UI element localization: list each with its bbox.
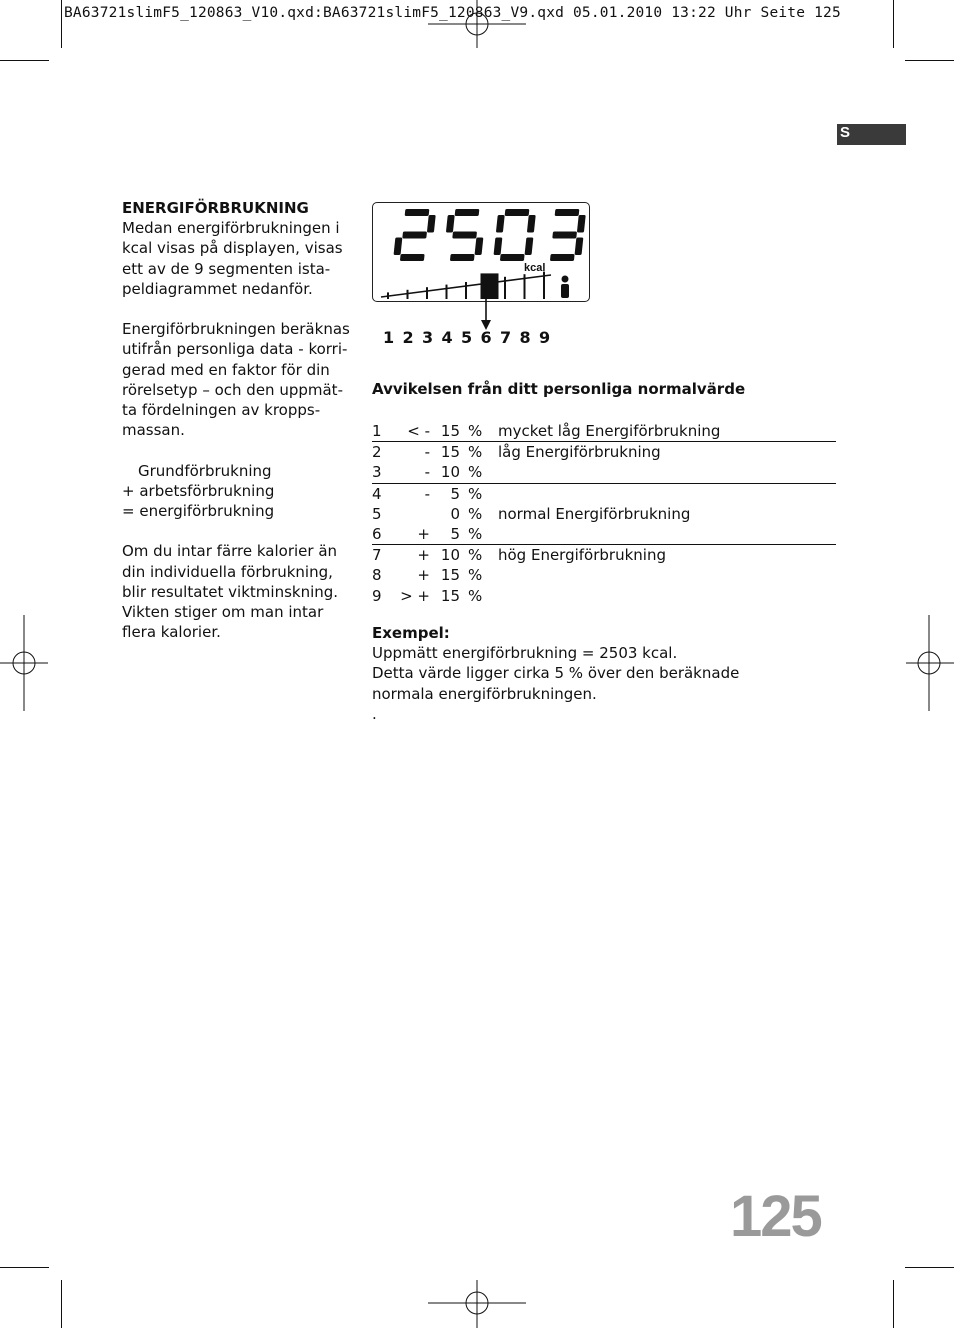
scale-label: 2 [402,328,414,347]
deviation-sign-cell: - [424,484,430,503]
deviation-num-cell: 15 [434,421,468,442]
calc-line: massan. [122,421,185,440]
example-line: . [372,704,377,723]
formula-line: Grundförbrukning [138,461,272,480]
deviation-sign-cell: - [398,462,434,483]
segment-bar [524,274,526,299]
deviation-row [372,462,836,483]
deviation-num-cell: 15 [440,443,460,462]
deviation-pct-cell: % [468,443,483,462]
deviation-desc-cell: låg Energiförbrukning [498,443,661,462]
scale-label: 6 [480,328,492,347]
deviation-seg-cell: 1 [372,421,398,442]
example-block [372,623,836,724]
scale-label: 3 [422,328,434,347]
deviation-pct-cell: % [468,586,483,605]
deviation-seg-cell: 8 [372,566,382,585]
deviation-row [372,421,836,442]
deviation-sign-cell: + [398,524,434,545]
calc-line: Energiförbrukningen beräknas [122,320,350,339]
deviation-row [372,504,836,524]
segment-scale-labels [383,328,559,347]
deviation-desc-cell: hög Energiförbrukning [498,546,666,565]
left-column [122,198,352,663]
deviation-pct-cell: % [468,484,483,503]
deviation-seg-cell: 5 [372,504,382,523]
deviation-desc-cell [498,565,836,585]
deviation-num-cell: 0 [450,504,460,523]
segment-bar [504,277,506,299]
deviation-desc-cell [498,462,836,483]
deviation-seg-cell: 4 [372,484,382,503]
deviation-seg-cell: 7 [372,546,382,565]
calc-line: gerad med en faktor för din [122,360,330,379]
intro-line: peldiagrammet nedanför. [122,279,313,298]
deviation-title: Avvikelsen från ditt personliga normalvärde [372,380,746,398]
segment-bar [543,272,545,299]
example-line: Detta värde ligger cirka 5 % över den beräknade [372,664,740,683]
page-number: 125 [730,1184,821,1249]
calorie-line: Om du intar färre kalorier än [122,542,338,561]
calc-line: utifrån personliga data - korri- [122,340,348,359]
deviation-pct-cell: % [468,504,483,523]
scale-label: 9 [539,328,551,347]
section-heading: ENERGIFÖRBRUKNING [122,199,309,217]
deviation-num-cell: 15 [440,586,460,605]
example-line: normala energiförbrukningen. [372,684,597,703]
deviation-sign-cell: > + [400,586,430,605]
deviation-sign-cell: - [424,443,430,462]
calorie-paragraph [122,541,352,642]
person-icon [561,276,569,299]
example-line: Uppmätt energiförbrukning = 2503 kcal. [372,644,678,663]
deviation-row [372,483,836,504]
calorie-line: din individuella förbrukning, [122,562,333,581]
intro-line: Medan energiförbrukningen i [122,219,340,238]
deviation-desc-cell: mycket låg Energiförbrukning [498,421,836,442]
segment-bar [407,290,409,299]
deviation-sign-cell: < - [398,421,434,442]
formula-line: = energiförbrukning [122,502,275,521]
scale-label: 8 [519,328,531,347]
lcd-digit [493,209,536,261]
deviation-pct-cell: % [468,566,483,585]
deviation-pct-cell: % [468,421,498,442]
deviation-num-cell: 5 [434,524,468,545]
calc-line: ta fördelningen av kropps- [122,401,321,420]
deviation-num-cell: 15 [440,566,460,585]
calculation-paragraph [122,319,352,440]
deviation-num-cell: 5 [450,484,460,503]
segment-bar [426,287,428,299]
lcd-digit [393,209,436,261]
deviation-row [372,442,836,463]
deviation-row [372,545,836,566]
kcal-unit: kcal [524,262,546,274]
calc-line: rörelsetyp – och den uppmät- [122,380,343,399]
language-tab: S [837,124,906,145]
print-slug: BA63721slimF5_120863_V10.qxd:BA63721slimF5_120863_V9.qxd 05.01.2010 13:22 Uhr Seite 125 [64,5,841,21]
deviation-sign-cell: + [417,546,430,565]
calorie-line: blir resultatet viktminskning. [122,582,339,601]
deviation-num-cell: 10 [440,546,460,565]
segment-arrow [478,284,494,334]
formula-line: + arbetsförbrukning [122,481,275,500]
deviation-seg-cell: 9 [372,586,382,605]
deviation-sign-cell [398,504,434,524]
deviation-pct-cell: % [468,546,483,565]
deviation-desc-cell [498,483,836,504]
calorie-line: flera kalorier. [122,623,221,642]
segment-bar [446,285,448,299]
segment-bar [387,292,389,299]
calorie-line: Vikten stiger om man intar [122,603,324,622]
deviation-seg-cell: 3 [372,462,398,483]
scale-label: 5 [461,328,473,347]
lcd-digit [550,209,586,261]
intro-line: ett av de 9 segmenten ista- [122,259,331,278]
deviation-seg-cell: 2 [372,443,382,462]
deviation-desc-cell [498,524,836,545]
intro-line: kcal visas på displayen, visas [122,239,343,258]
lcd-digit [443,209,486,261]
deviation-desc-cell [498,586,836,606]
formula [122,461,352,522]
deviation-sign-cell: + [417,566,430,585]
segment-bar [465,282,467,299]
deviation-pct-cell: % [468,524,498,545]
example-title: Exempel: [372,624,450,642]
deviation-num-cell: 10 [434,462,468,483]
deviation-seg-cell: 6 [372,524,398,545]
deviation-desc-cell: normal Energiförbrukning [498,504,691,523]
deviation-pct-cell: % [468,462,498,483]
intro-paragraph [122,218,352,299]
deviation-row [372,524,836,545]
deviation-row [372,565,836,585]
scale-label: 7 [500,328,512,347]
deviation-row [372,586,836,606]
scale-label: 1 [383,328,395,347]
deviation-table [372,421,836,606]
scale-label: 4 [441,328,453,347]
